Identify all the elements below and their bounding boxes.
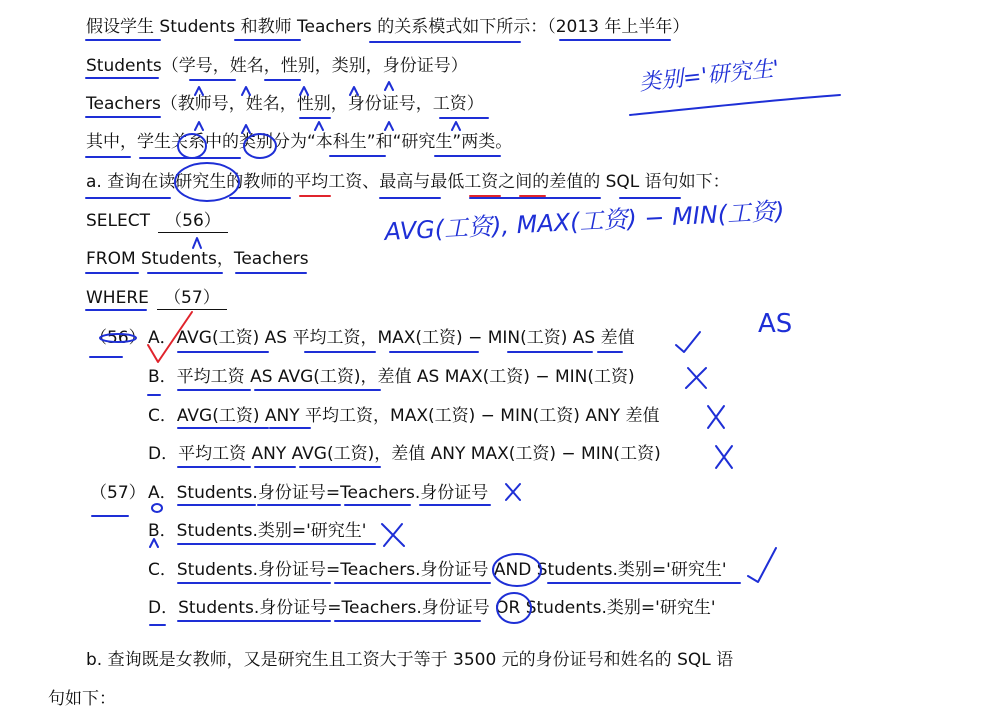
blank-56: （56）: [158, 210, 228, 233]
note-underline: [630, 95, 840, 115]
caret-marks: [193, 238, 201, 248]
q57-option-c: [148, 559, 727, 581]
q56-option-a: [148, 327, 635, 349]
schema-intro: 假设学生 Students 和教师 Teachers 的关系模式如下所示：（2013 年上半年）: [86, 17, 690, 37]
underline-category: [86, 156, 500, 158]
category-note: 其中，学生关系中的类别分为“本科生”和“研究生”两类。: [86, 132, 513, 152]
underline-intro: [86, 40, 670, 42]
question-b: b. 查询既是女教师，又是研究生且工资大于等于 3500 元的身份证号和姓名的 SQL 语: [86, 650, 734, 670]
question-b-continued: 句如下：: [48, 689, 116, 709]
option-letter: B．: [148, 521, 177, 541]
question-a: a. 查询在读研究生的教师的平均工资、最高与最低工资之间的差值的 SQL 语句如下：: [86, 172, 730, 192]
where-line: [86, 287, 227, 310]
teachers-schema: Teachers（教师号，姓名，性别，身份证号，工资）: [86, 94, 484, 114]
option-text: 平均工资 AS AVG(工资)，差值 AS MAX(工资) − MIN(工资): [176, 367, 635, 387]
option-letter: A．: [148, 328, 177, 348]
q57-option-d: [148, 597, 716, 619]
q56-option-b: [148, 366, 635, 388]
q56-option-c: [148, 405, 659, 427]
underline-teachers: [86, 117, 488, 118]
q56-option-d: [148, 443, 661, 465]
option-text: Students.身份证号=Teachers.身份证号 AND Students.类别='研究生': [176, 560, 727, 580]
from-line: FROM Students，Teachers: [86, 249, 309, 269]
option-text: Students.类别='研究生': [176, 521, 367, 541]
select-keyword: SELECT: [86, 211, 150, 231]
option-letter: C．: [148, 560, 177, 580]
note-as: AS: [758, 309, 793, 339]
check-icon: [748, 548, 776, 582]
circle-mark: [152, 504, 162, 512]
q57-option-a: [148, 482, 488, 504]
option-text: AVG(工资) AS 平均工资，MAX(工资) − MIN(工资) AS 差值: [176, 328, 635, 348]
cross-icon: [708, 406, 724, 428]
option-letter: A．: [148, 483, 177, 503]
cross-icon: [506, 484, 520, 500]
blank-57: （57）: [157, 287, 227, 310]
q56-number: （56）: [90, 328, 146, 348]
check-icon: [676, 332, 700, 352]
select-line: [86, 210, 228, 233]
option-text: Students.身份证号=Teachers.身份证号 OR Students.类别='研究生': [178, 598, 716, 618]
q57-option-b: [148, 520, 366, 542]
note-select-expression: AVG(工资), MAX(工资) − MIN(工资): [383, 197, 786, 246]
option-letter: B．: [148, 367, 177, 387]
note-category: 类别='研究生': [638, 56, 781, 96]
option-text: Students.身份证号=Teachers.身份证号: [176, 483, 489, 503]
students-schema: Students（学号，姓名，性别，类别，身份证号）: [86, 56, 468, 76]
option-letter: D．: [148, 598, 179, 618]
option-text: 平均工资 ANY AVG(工资)，差值 ANY MAX(工资) − MIN(工资): [178, 444, 661, 464]
cross-icon: [716, 446, 732, 468]
cross-icon: [686, 368, 706, 388]
underline-students: [86, 78, 300, 80]
option-letter: C．: [148, 406, 177, 426]
q57-number: （57）: [90, 483, 146, 503]
option-letter: D．: [148, 444, 179, 464]
where-keyword: WHERE: [86, 288, 149, 308]
option-text: AVG(工资) ANY 平均工资，MAX(工资) − MIN(工资) ANY 差值: [176, 406, 660, 426]
cross-icon: [382, 524, 404, 546]
